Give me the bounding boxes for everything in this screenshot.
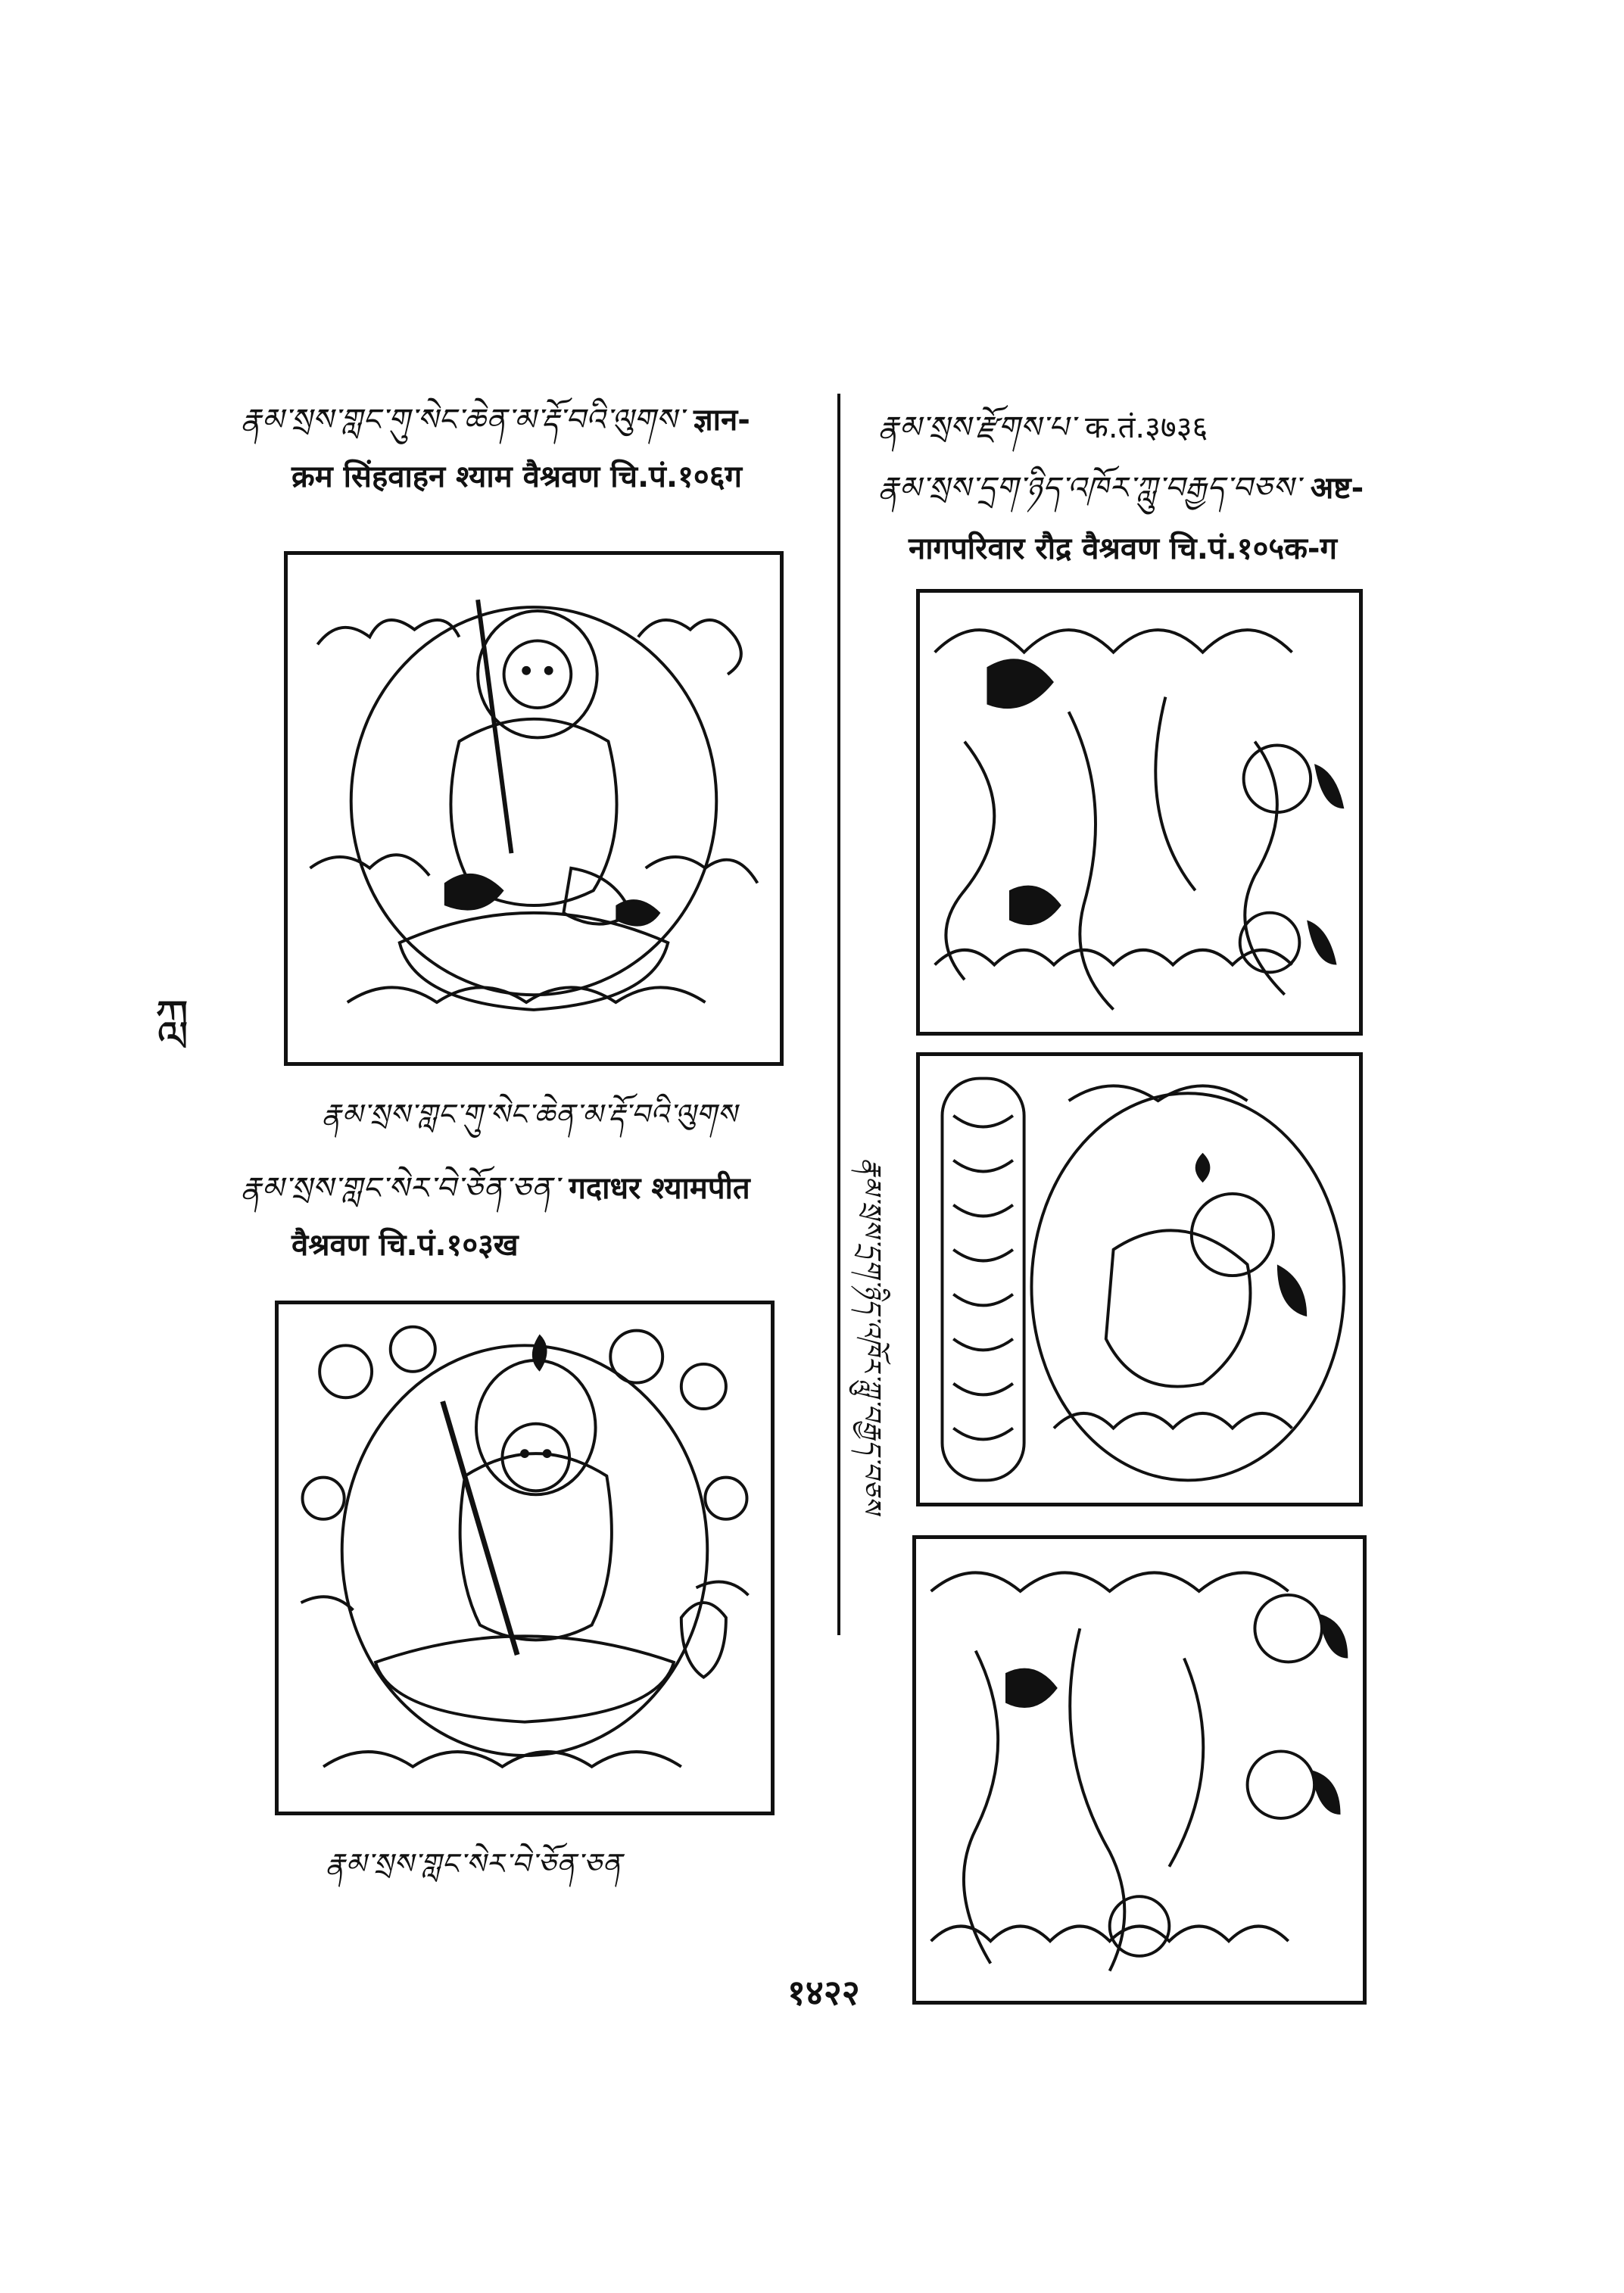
naga-retinue-upper-artwork xyxy=(920,593,1359,1032)
right-caption-2-line1 xyxy=(878,469,1364,507)
left-caption-2-line2: वैश्रवण चि.पं.१०३ख xyxy=(291,1228,519,1263)
vaishravana-lion-illustration xyxy=(284,551,784,1066)
page-number: १४२२ xyxy=(787,1972,860,2013)
left-image-2-label: རྣམ་སྲས་གླང་སེར་བེ་ཅོན་ཅན xyxy=(326,1847,622,1880)
naga-retinue-central-artwork xyxy=(920,1056,1359,1503)
left-caption-1-line2: क्रम सिंहवाहन श्याम वैश्रवण चि.पं.१०६ग xyxy=(291,460,743,494)
left-image-1-label: རྣམ་སྲས་གླང་གུ་སེང་ཆེན་མ་རྡོ་བའི་ལུགས xyxy=(322,1098,737,1131)
naga-retinue-lower-artwork xyxy=(916,1539,1363,2001)
left-caption-2-line1 xyxy=(241,1170,750,1207)
left-caption-2-devanagari-a: गदाधर श्यामपीत xyxy=(569,1171,750,1206)
vaishravana-mace-illustration xyxy=(275,1301,775,1815)
naga-retinue-upper-illustration xyxy=(916,589,1363,1036)
right-caption-1-tibetan: རྣམ་སྲས་རྫོགས་པ་ xyxy=(878,410,1076,445)
left-caption-1-tibetan: རྣམ་སྲས་གླང་གུ་སེང་ཆེན་མ་རྡོ་བའི་ལུགས་ xyxy=(241,403,684,438)
left-caption-1-devanagari-a: ज्ञान- xyxy=(694,403,750,438)
right-caption-1 xyxy=(878,409,1208,447)
right-caption-2-tibetan: རྣམ་སྲས་དྲག་ཉིད་འཁོར་ཀླུ་བརྒྱད་བཅས་ xyxy=(878,471,1301,506)
right-caption-1-devanagari: क.तं.३७३६ xyxy=(1085,410,1208,445)
vaishravana-lion-artwork xyxy=(288,555,780,1062)
right-caption-2-line2: नागपरिवार रौद्र वैश्रवण चि.पं.१०५क-ग xyxy=(909,531,1338,566)
right-caption-2-devanagari-a: अष्ट- xyxy=(1310,471,1364,506)
vaishravana-mace-artwork xyxy=(279,1304,771,1812)
right-side-label: རྣམ་སྲས་དྲག་ཉིད་འཁོར་ཀླུ་བརྒྱད་བཅས xyxy=(856,1158,887,1515)
naga-retinue-lower-illustration xyxy=(912,1535,1367,2005)
naga-retinue-central-illustration xyxy=(916,1052,1363,1506)
left-caption-1-line1 xyxy=(241,401,750,439)
left-caption-2-tibetan: རྣམ་སྲས་གླང་སེར་བེ་ཅོན་ཅན་ xyxy=(241,1171,560,1206)
margin-glyph: ཀླ xyxy=(154,990,189,1046)
